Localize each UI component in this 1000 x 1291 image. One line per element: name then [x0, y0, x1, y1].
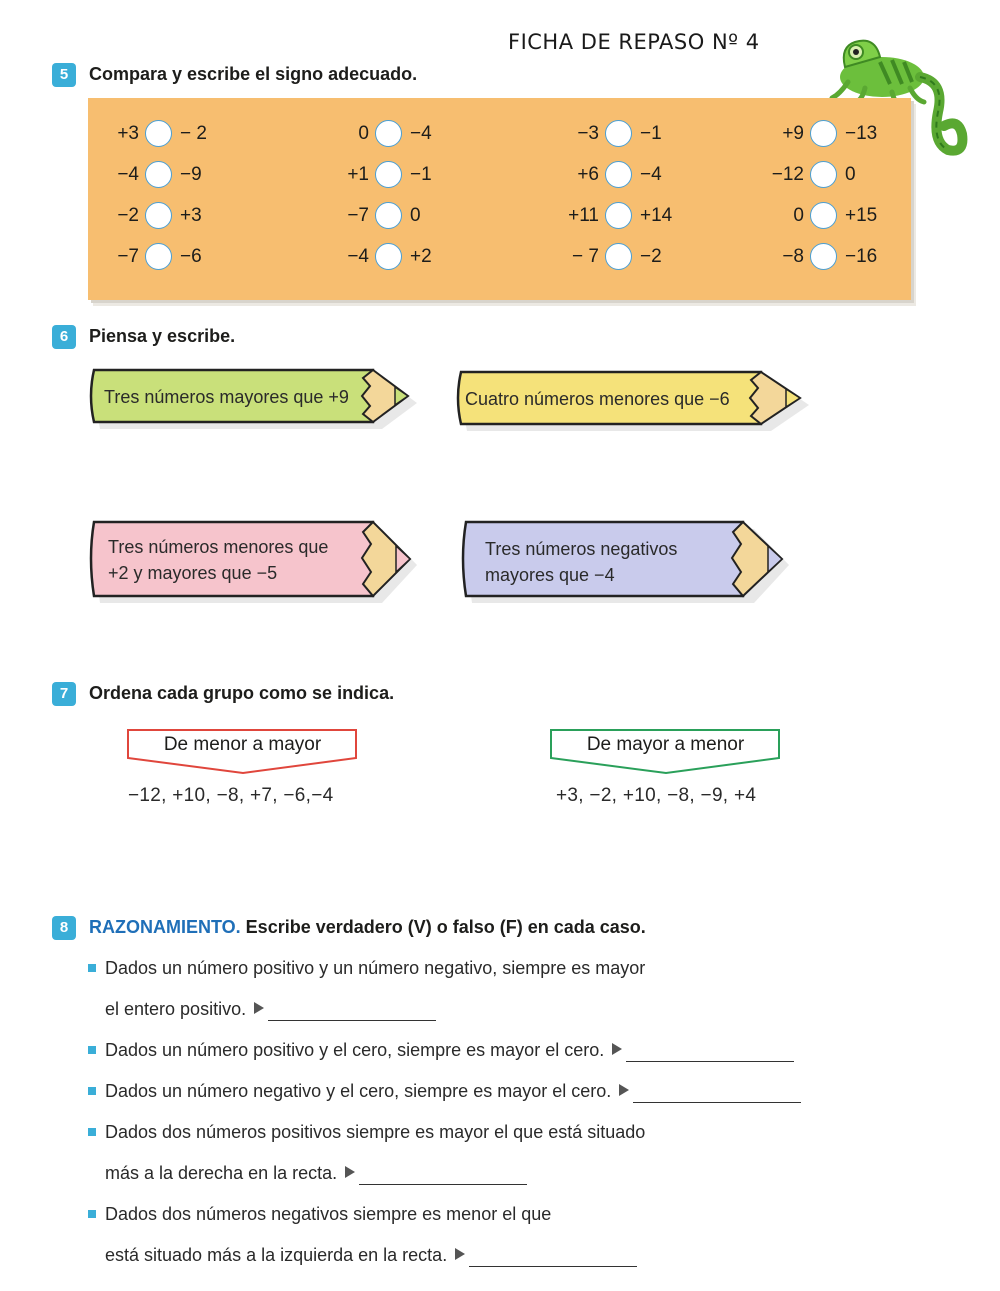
exercise-number-6: 6 — [52, 325, 76, 349]
pencil-prompt-green — [88, 366, 423, 436]
sign-answer-circle[interactable] — [810, 161, 837, 188]
bullet — [88, 1087, 96, 1095]
left-number: −12 — [771, 164, 804, 185]
right-number: −2 — [640, 246, 662, 267]
sign-answer-circle[interactable] — [810, 202, 837, 229]
left-number: −8 — [782, 246, 804, 267]
left-number: +11 — [568, 205, 599, 226]
statement-4-continuation — [105, 1163, 527, 1185]
exercise-5-heading: Compara y escribe el signo adecuado. — [89, 64, 418, 84]
left-number: −3 — [577, 123, 599, 144]
pencil-text: Tres números menores que — [108, 537, 329, 557]
statement-1-continuation — [105, 999, 436, 1021]
left-number: 0 — [358, 123, 369, 144]
left-number: −7 — [347, 205, 369, 226]
statement-text: Dados un número positivo y un número negativo, siempre es mayor — [105, 958, 646, 978]
statement-text: Dados un número positivo y el cero, siempre es mayor el cero. — [105, 1040, 605, 1060]
answer-blank[interactable] — [469, 1253, 637, 1267]
number-group-2: +3, −2, +10, −8, −9, +4 — [556, 785, 757, 806]
bullet — [88, 964, 96, 972]
reasoning-label: RAZONAMIENTO. — [89, 917, 241, 937]
pencil-text-line2: +2 y mayores que −5 — [108, 563, 278, 583]
statement-5-continuation — [105, 1245, 637, 1267]
statement-text-line2: más a la derecha en la recta. — [105, 1163, 338, 1183]
left-number: +3 — [117, 123, 139, 144]
right-number: − 2 — [180, 123, 207, 144]
right-number: +14 — [640, 205, 673, 226]
sign-answer-circle[interactable] — [810, 243, 837, 270]
bullet — [88, 1210, 96, 1218]
left-number: 0 — [793, 205, 804, 226]
pencil-text: Tres números negativos — [485, 539, 678, 559]
answer-blank[interactable] — [268, 1007, 436, 1021]
statement-text-with-answer — [105, 1081, 801, 1103]
exercise-number-8: 8 — [52, 916, 76, 940]
sign-answer-circle[interactable] — [375, 161, 402, 188]
pencil-text: Tres números mayores que +9 — [104, 387, 349, 407]
answer-blank[interactable] — [359, 1171, 527, 1185]
left-number: − 7 — [572, 246, 599, 267]
statement-text: Dados dos números positivos siempre es mayor el que está situado — [105, 1122, 646, 1142]
right-number: −6 — [180, 246, 202, 267]
pencil-text: Cuatro números menores que −6 — [465, 389, 730, 409]
sign-answer-circle[interactable] — [145, 243, 172, 270]
play-arrow-icon — [345, 1166, 355, 1178]
sign-answer-circle[interactable] — [145, 202, 172, 229]
sign-answer-circle[interactable] — [375, 120, 402, 147]
sign-answer-circle[interactable] — [375, 243, 402, 270]
right-number: −16 — [845, 246, 878, 267]
exercise-7-heading: Ordena cada grupo como se indica. — [89, 683, 395, 703]
order-label-ascending — [126, 728, 359, 776]
sheet-title: FICHA DE REPASO Nº 4 — [508, 30, 760, 54]
order-label-text: De menor a mayor — [163, 734, 322, 755]
number-group-1: −12, +10, −8, +7, −6,−4 — [128, 785, 334, 806]
right-number: −13 — [845, 123, 878, 144]
exercise-number-7: 7 — [52, 682, 76, 706]
pencil-prompt-pink — [88, 518, 423, 610]
pencil-prompt-yellow — [455, 368, 815, 438]
statement-text-with-answer — [105, 1040, 794, 1062]
play-arrow-icon — [455, 1248, 465, 1260]
right-number: +15 — [845, 205, 878, 226]
bullet — [88, 1128, 96, 1136]
order-label-text: De mayor a menor — [586, 734, 745, 755]
left-number: −4 — [347, 246, 369, 267]
right-number: +2 — [410, 246, 432, 267]
pencil-text-line2: mayores que −4 — [485, 565, 615, 585]
play-arrow-icon — [612, 1043, 622, 1055]
left-number: +9 — [782, 123, 804, 144]
right-number: −4 — [410, 123, 432, 144]
right-number: 0 — [845, 164, 856, 185]
left-number: +1 — [347, 164, 369, 185]
sign-answer-circle[interactable] — [145, 120, 172, 147]
right-number: 0 — [410, 205, 421, 226]
left-number: −2 — [117, 205, 139, 226]
statement-text-line2: está situado más a la izquierda en la recta. — [105, 1245, 448, 1265]
statement-text: Dados un número negativo y el cero, siempre es mayor el cero. — [105, 1081, 612, 1101]
right-number: −1 — [410, 164, 432, 185]
sign-answer-circle[interactable] — [605, 243, 632, 270]
right-number: +3 — [180, 205, 202, 226]
answer-blank[interactable] — [633, 1089, 801, 1103]
sign-answer-circle[interactable] — [810, 120, 837, 147]
right-number: −4 — [640, 164, 662, 185]
sign-answer-circle[interactable] — [375, 202, 402, 229]
sign-answer-circle[interactable] — [145, 161, 172, 188]
left-number: −7 — [117, 246, 139, 267]
bullet — [88, 1046, 96, 1054]
exercise-number-5: 5 — [52, 63, 76, 87]
sign-answer-circle[interactable] — [605, 202, 632, 229]
pencil-prompt-lavender — [460, 518, 795, 610]
exercise-8-instruction: Escribe verdadero (V) o falso (F) en cada caso. — [240, 917, 646, 937]
exercise-8-heading — [89, 917, 646, 938]
play-arrow-icon — [619, 1084, 629, 1096]
sign-answer-circle[interactable] — [605, 161, 632, 188]
statement-text-line2: el entero positivo. — [105, 999, 247, 1019]
exercise-6-heading: Piensa y escribe. — [89, 326, 236, 346]
right-number: −1 — [640, 123, 662, 144]
answer-blank[interactable] — [626, 1048, 794, 1062]
right-number: −9 — [180, 164, 202, 185]
statement-text: Dados dos números negativos siempre es menor el que — [105, 1204, 552, 1224]
sign-answer-circle[interactable] — [605, 120, 632, 147]
order-label-descending — [549, 728, 782, 776]
left-number: +6 — [577, 164, 599, 185]
left-number: −4 — [117, 164, 139, 185]
play-arrow-icon — [254, 1002, 264, 1014]
